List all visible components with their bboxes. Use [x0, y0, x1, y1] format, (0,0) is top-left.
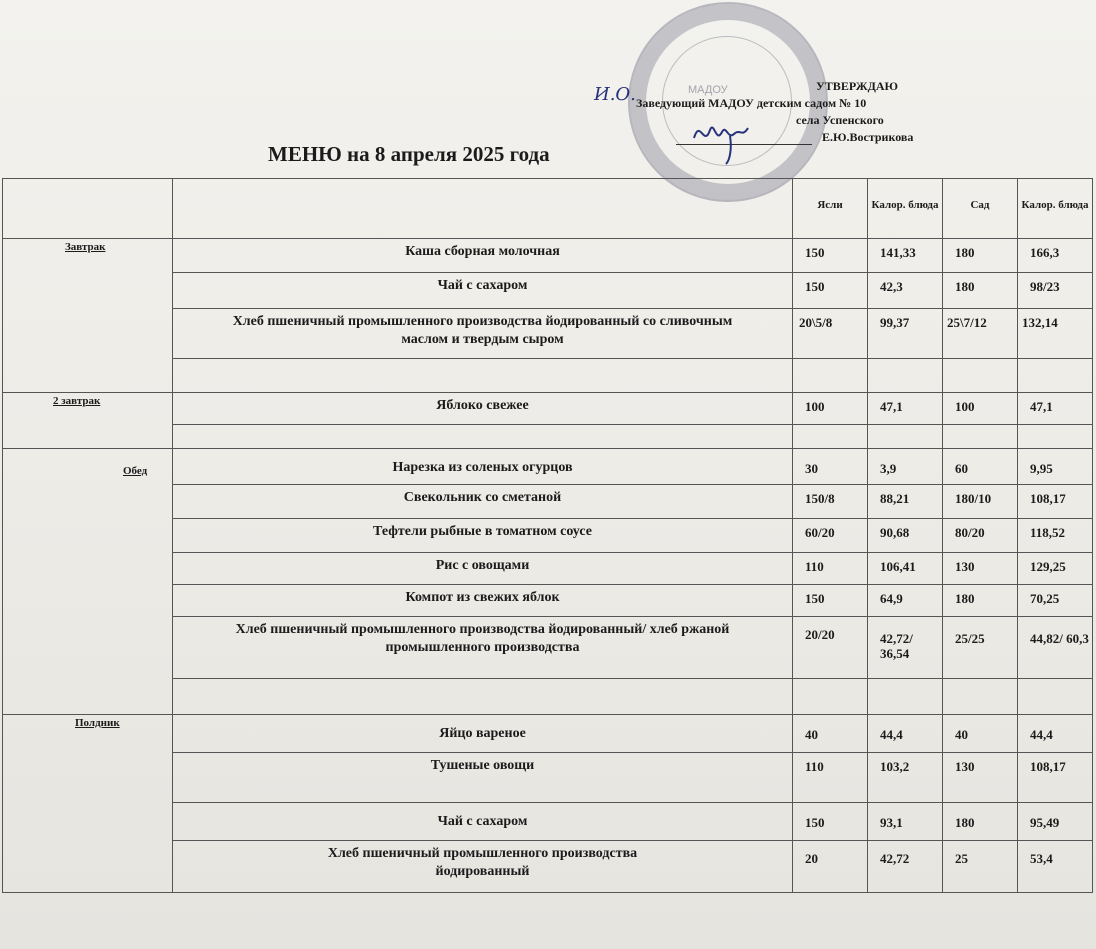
- table-row: [3, 239, 1093, 273]
- header-row: [3, 179, 1093, 239]
- empty-cell: [173, 359, 793, 393]
- meal-lunch-label: Обед: [123, 465, 148, 477]
- approval-position: Заведующий МАДОУ детским садом № 10: [636, 96, 867, 110]
- yasli-calories: 90,68: [868, 519, 943, 553]
- sad-portion: 100: [943, 393, 1018, 425]
- yasli-calories: 106,41: [868, 553, 943, 585]
- yasli-portion: 20: [793, 841, 868, 893]
- meal-snack-label: Полдник: [75, 717, 120, 729]
- menu-table: [2, 178, 1093, 893]
- sad-portion: 130: [943, 753, 1018, 803]
- dish-name: Свекольник со сметаной: [173, 485, 793, 519]
- yasli-portion: 100: [793, 393, 868, 425]
- yasli-portion: 60/20: [793, 519, 868, 553]
- sad-calories: 95,49: [1018, 803, 1093, 841]
- empty-cell: [943, 359, 1018, 393]
- empty-cell: [868, 359, 943, 393]
- sad-calories: 166,3: [1018, 239, 1093, 273]
- yasli-calories: 64,9: [868, 585, 943, 617]
- meal-breakfast-cell: [3, 239, 173, 393]
- yasli-calories: 44,4: [868, 715, 943, 753]
- sad-portion: 25\7/12: [943, 309, 1018, 359]
- sad-portion: 180: [943, 239, 1018, 273]
- yasli-calories: 42,3: [868, 273, 943, 309]
- dish-name: Рис с овощами: [173, 553, 793, 585]
- sad-portion: 60: [943, 449, 1018, 485]
- header-kalor-yasli: Калор. блюда: [868, 179, 943, 239]
- table-row: [3, 393, 1093, 425]
- table-row: [3, 715, 1093, 753]
- handwritten-signature: [690, 108, 770, 168]
- yasli-portion: 20/20: [793, 617, 868, 679]
- yasli-portion: 20\5/8: [793, 309, 868, 359]
- yasli-calories: 42,72/ 36,54: [868, 617, 943, 679]
- yasli-portion: 150: [793, 239, 868, 273]
- dish-name: Нарезка из соленых огурцов: [173, 449, 793, 485]
- sad-calories: 108,17: [1018, 485, 1093, 519]
- empty-cell: [943, 679, 1018, 715]
- yasli-portion: 150/8: [793, 485, 868, 519]
- dish-name: Тефтели рыбные в томатном соусе: [173, 519, 793, 553]
- dish-name: Каша сборная молочная: [173, 239, 793, 273]
- dish-name: Хлеб пшеничный промышленного производства йодированный: [173, 841, 793, 893]
- sad-portion: 180: [943, 273, 1018, 309]
- yasli-calories: 42,72: [868, 841, 943, 893]
- sad-calories: 108,17: [1018, 753, 1093, 803]
- yasli-portion: 150: [793, 803, 868, 841]
- empty-cell: [793, 425, 868, 449]
- yasli-calories: 103,2: [868, 753, 943, 803]
- sad-calories: 9,95: [1018, 449, 1093, 485]
- meal-breakfast2-cell: [3, 393, 173, 449]
- yasli-calories: 88,21: [868, 485, 943, 519]
- empty-cell: [868, 679, 943, 715]
- yasli-calories: 141,33: [868, 239, 943, 273]
- sad-calories: 47,1: [1018, 393, 1093, 425]
- yasli-calories: 3,9: [868, 449, 943, 485]
- meal-snack-cell: [3, 715, 173, 893]
- sad-portion: 130: [943, 553, 1018, 585]
- sad-calories: 129,25: [1018, 553, 1093, 585]
- meal-breakfast2-label: 2 завтрак: [53, 395, 101, 407]
- meal-breakfast-label: Завтрак: [65, 241, 106, 253]
- yasli-portion: 150: [793, 585, 868, 617]
- dish-name: Хлеб пшеничный промышленного производства йодированный со сливочным маслом и твердым сыром: [173, 309, 793, 359]
- sad-calories: 44,82/ 60,3: [1018, 617, 1093, 679]
- header-dish-cell: [173, 179, 793, 239]
- dish-name: Хлеб пшеничный промышленного производства йодированный/ хлеб ржаной промышленного производства: [173, 617, 793, 679]
- yasli-calories: 99,37: [868, 309, 943, 359]
- sad-calories: 70,25: [1018, 585, 1093, 617]
- sad-calories: 98/23: [1018, 273, 1093, 309]
- yasli-portion: 150: [793, 273, 868, 309]
- header-sad: Сад: [943, 179, 1018, 239]
- dish-name: Яблоко свежее: [173, 393, 793, 425]
- sad-portion: 180: [943, 585, 1018, 617]
- approval-title: УТВЕРЖДАЮ: [816, 79, 899, 93]
- yasli-portion: 30: [793, 449, 868, 485]
- sad-portion: 25/25: [943, 617, 1018, 679]
- empty-cell: [793, 679, 868, 715]
- acting-mark: И.О.: [594, 84, 636, 105]
- sad-calories: 53,4: [1018, 841, 1093, 893]
- yasli-calories: 47,1: [868, 393, 943, 425]
- yasli-portion: 110: [793, 753, 868, 803]
- header-kalor-sad: Калор. блюда: [1018, 179, 1093, 239]
- dish-name: Тушеные овощи: [173, 753, 793, 803]
- dish-name: Яйцо вареное: [173, 715, 793, 753]
- sad-portion: 25: [943, 841, 1018, 893]
- sad-calories: 132,14: [1018, 309, 1093, 359]
- empty-cell: [173, 679, 793, 715]
- page-title: МЕНЮ на 8 апреля 2025 года: [268, 142, 550, 166]
- yasli-calories: 93,1: [868, 803, 943, 841]
- empty-cell: [943, 425, 1018, 449]
- sad-portion: 80/20: [943, 519, 1018, 553]
- dish-name: Чай с сахаром: [173, 803, 793, 841]
- sad-portion: 40: [943, 715, 1018, 753]
- sad-calories: 44,4: [1018, 715, 1093, 753]
- yasli-portion: 40: [793, 715, 868, 753]
- stamp-text: МАДОУ: [688, 84, 728, 96]
- header-meal-cell: [3, 179, 173, 239]
- empty-cell: [793, 359, 868, 393]
- meal-lunch-cell: [3, 449, 173, 715]
- dish-name: Компот из свежих яблок: [173, 585, 793, 617]
- header-yasli: Ясли: [793, 179, 868, 239]
- empty-cell: [1018, 359, 1093, 393]
- sad-portion: 180: [943, 803, 1018, 841]
- yasli-portion: 110: [793, 553, 868, 585]
- sad-calories: 118,52: [1018, 519, 1093, 553]
- approval-name: Е.Ю.Вострикова: [822, 130, 914, 144]
- empty-cell: [1018, 679, 1093, 715]
- empty-cell: [173, 425, 793, 449]
- sad-portion: 180/10: [943, 485, 1018, 519]
- empty-cell: [868, 425, 943, 449]
- approval-village: села Успенского: [796, 113, 884, 127]
- table-row: [3, 449, 1093, 485]
- empty-cell: [1018, 425, 1093, 449]
- dish-name: Чай с сахаром: [173, 273, 793, 309]
